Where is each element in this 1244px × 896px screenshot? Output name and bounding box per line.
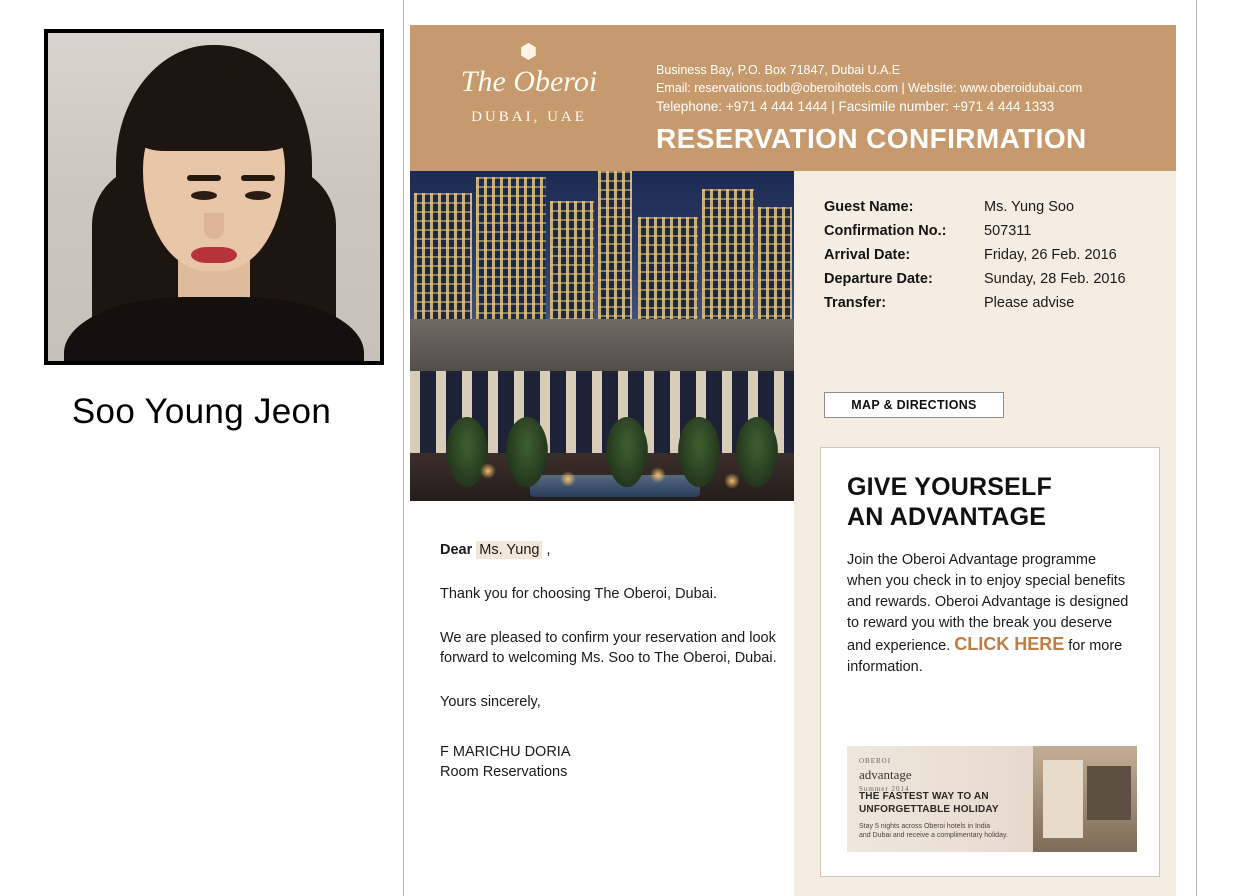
detail-value: Sunday, 28 Feb. 2016 <box>984 271 1126 287</box>
hotel-brand-block <box>410 25 648 171</box>
eye-left <box>191 191 217 200</box>
banner-photo-icon <box>1033 746 1137 852</box>
advantage-title-line-1: GIVE YOURSELF <box>847 473 1052 501</box>
banner-fine-line-2: and Dubai and receive a complimentary holiday. <box>859 832 1008 839</box>
guest-photo-caption: Soo Young Jeon <box>71 392 332 431</box>
tree-5 <box>736 417 778 487</box>
detail-row-confirmation-no <box>824 223 1160 239</box>
banner-tagline <box>859 790 999 816</box>
tree-3 <box>606 417 648 487</box>
tree-4 <box>678 417 720 487</box>
oberoi-emblem-icon: ⬢ <box>519 41 539 63</box>
advantage-title <box>847 472 1133 532</box>
signer-name: F MARICHU DORIA <box>440 744 571 760</box>
reservation-info-column <box>794 171 1176 896</box>
tower-1 <box>414 193 472 321</box>
banner-tagline-line-1: THE FASTEST WAY TO AN <box>859 791 989 802</box>
banner-logo-main: advantage <box>859 767 912 782</box>
hotel-email-website: Email: reservations.todb@oberoihotels.com | Website: www.oberoidubai.com <box>656 81 1083 95</box>
advantage-body-text: Join the Oberoi Advantage programme when you check in to enjoy special benefits and rewards. Oberoi Advantage is designed to reward you with the break you deserve and experience. <box>847 552 1129 654</box>
tower-5 <box>638 217 698 321</box>
map-and-directions-button[interactable]: MAP & DIRECTIONS <box>824 392 1004 418</box>
hotel-address: Business Bay, P.O. Box 71847, Dubai U.A.E <box>656 63 901 77</box>
hotel-courtyard-night-photo <box>410 171 794 501</box>
document-header <box>410 25 1176 171</box>
banner-logo-sub: Summer 2014 <box>859 785 910 793</box>
reservation-details <box>824 199 1160 319</box>
signer-department: Room Reservations <box>440 764 568 780</box>
document-title: RESERVATION CONFIRMATION <box>656 123 1087 154</box>
detail-label: Transfer: <box>824 295 887 311</box>
click-here-link[interactable]: CLICK HERE <box>954 634 1065 654</box>
detail-label: Arrival Date: <box>824 247 911 263</box>
lamp-glow-2 <box>560 471 576 487</box>
header-contact-block <box>648 25 1176 171</box>
letter-paragraph-1: Thank you for choosing The Oberoi, Dubai. <box>440 586 718 602</box>
letter-signoff: Yours sincerely, <box>440 694 541 710</box>
advantage-promo-banner[interactable] <box>847 746 1137 852</box>
detail-label: Departure Date: <box>824 271 933 287</box>
advantage-body-text-after: for more information. <box>847 638 1123 675</box>
detail-value: 507311 <box>984 223 1032 239</box>
detail-value: Friday, 26 Feb. 2016 <box>984 247 1117 263</box>
salutation-comma: , <box>546 542 551 558</box>
lamp-glow-4 <box>724 473 740 489</box>
reservation-confirmation-document <box>404 0 1196 896</box>
eye-right <box>245 191 271 200</box>
advantage-body <box>847 550 1133 678</box>
banner-logo-small: OBEROI <box>859 757 892 765</box>
banner-tagline-line-2: UNFORGETTABLE HOLIDAY <box>859 804 999 815</box>
letter-body <box>440 540 806 782</box>
salutation <box>440 540 806 560</box>
banner-fine-print <box>859 822 1008 840</box>
eyebrow-left <box>187 175 221 181</box>
detail-label: Guest Name: <box>824 199 914 215</box>
detail-value: Please advise <box>984 295 1075 311</box>
detail-value: Ms. Yung Soo <box>984 199 1075 215</box>
tower-3 <box>550 201 594 321</box>
portrait-photo-icon <box>48 33 380 361</box>
tree-2 <box>506 417 548 487</box>
oberoi-advantage-card <box>820 447 1160 877</box>
brand-name: The Oberoi <box>460 65 598 98</box>
nose-shape <box>204 213 224 239</box>
guest-portrait-photo <box>44 29 384 365</box>
document-right-border <box>1196 0 1197 896</box>
brand-location: DUBAI, UAE <box>471 109 587 125</box>
tower-4 <box>598 171 632 321</box>
salutation-label: Dear <box>440 542 473 558</box>
detail-row-transfer <box>824 295 1160 311</box>
detail-label: Confirmation No.: <box>824 223 947 239</box>
letter-paragraph-2: We are pleased to confirm your reservation and look forward to welcoming Ms. Soo to The Oberoi, Dubai. <box>440 630 777 666</box>
banner-fine-line-1: Stay 5 nights across Oberoi hotels in India <box>859 823 991 830</box>
lamp-glow-3 <box>650 467 666 483</box>
eyebrow-right <box>241 175 275 181</box>
advantage-title-line-2: AN ADVANTAGE <box>847 503 1047 531</box>
detail-row-departure-date <box>824 271 1160 287</box>
tower-7 <box>758 207 792 321</box>
salutation-guest-name: Ms. Yung <box>476 541 542 559</box>
hotel-phone-fax: Telephone: +971 4 444 1444 | Facsimile number: +971 4 444 1333 <box>656 99 1055 114</box>
guest-photo-panel <box>0 0 403 896</box>
lamp-glow-1 <box>480 463 496 479</box>
lips-shape <box>191 247 237 263</box>
detail-row-guest-name <box>824 199 1160 215</box>
signature-block <box>440 742 806 782</box>
tower-6 <box>702 189 754 321</box>
tower-2 <box>476 177 546 321</box>
detail-row-arrival-date <box>824 247 1160 263</box>
